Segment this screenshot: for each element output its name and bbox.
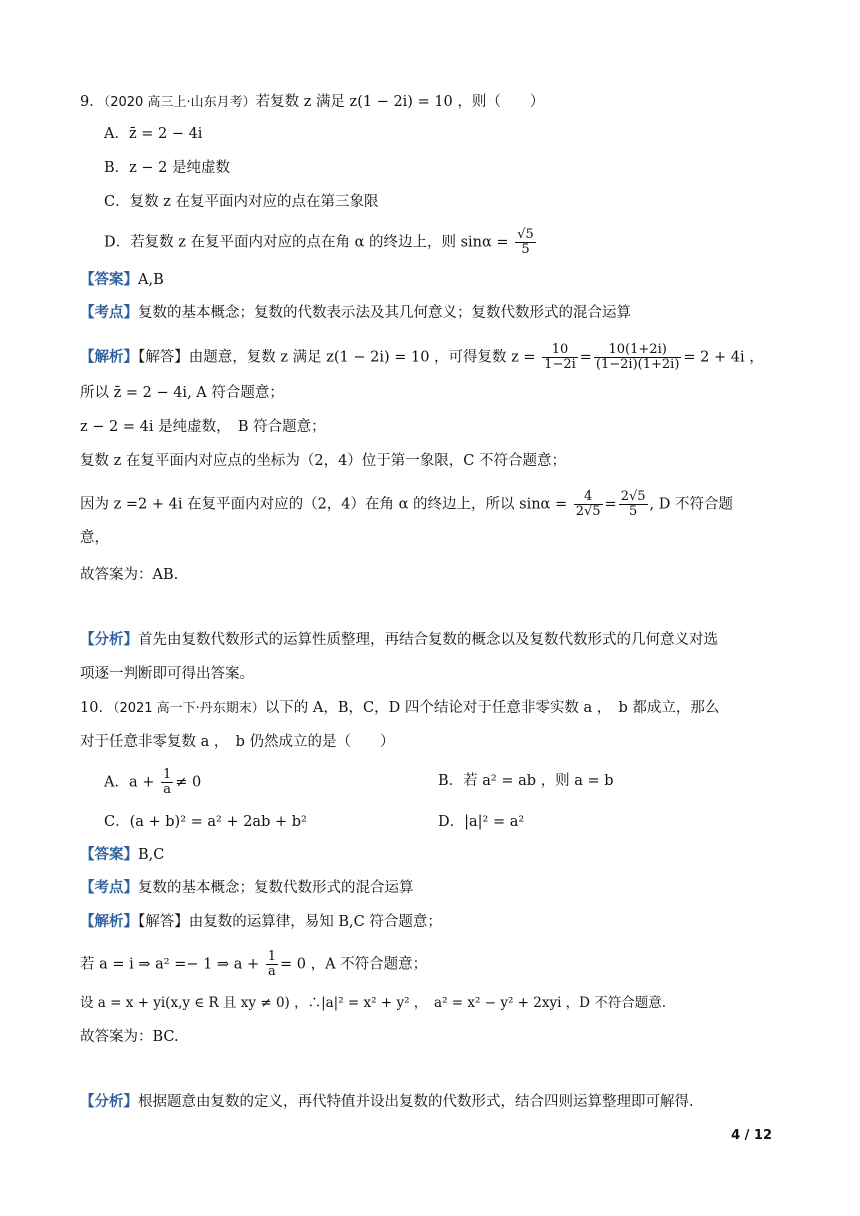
q9-stem-line — [80, 92, 544, 113]
numerator: 1 — [162, 767, 172, 782]
numerator: 2√5 — [620, 489, 646, 504]
q9-analysis-line-3: z − 2 = 4i 是纯虚数， B 符合题意； — [80, 419, 326, 435]
q9-option-d-fraction — [515, 228, 536, 257]
q10-answer — [80, 845, 164, 865]
analysis-text: 因为 z =2 + 4i 在复平面内对应的（2，4）在角 α 的终边上，所以 sinα = — [80, 496, 568, 513]
fraction — [619, 490, 648, 519]
denominator: 1−2i — [544, 357, 576, 372]
q9-option-c: C．复数 z 在复平面内对应的点在第三象限 — [104, 194, 379, 210]
q10-knowledge-point — [80, 878, 414, 898]
analysis-text: = 2 + 4i ， — [683, 349, 764, 366]
fraction — [266, 950, 278, 979]
q9-analysis-line-4: 复数 z 在复平面内对应点的坐标为（2，4）位于第一象限，C 不符合题意； — [80, 453, 567, 469]
numerator: 1 — [267, 949, 276, 964]
q9-source: （2020 高三上·山东月考） — [103, 95, 256, 110]
analysis-text: , D 不符合题 — [649, 496, 733, 513]
point-tag: 【考点】 — [80, 304, 138, 321]
q10-stem: 以下的 A，B，C，D 四个结论对于任意非零实数 a ， b 都成立，那么 — [264, 700, 720, 716]
q9-analysis-line-2: 所以 z̄ = 2 − 4i, A 符合题意； — [80, 385, 284, 401]
fraction — [542, 343, 578, 372]
q10-stem-line-2: 对于任意非零复数 a ， b 仍然成立的是（ ） — [80, 734, 395, 750]
denominator: 2√5 — [575, 504, 601, 519]
numerator: 4 — [574, 490, 603, 505]
q10-analysis-line-4: 故答案为：BC. — [80, 1029, 179, 1045]
analysis-text: 由题意，复数 z 满足 z(1 − 2i) = 10 ，可得复数 z = — [188, 349, 536, 366]
q10-option-a — [104, 768, 201, 797]
denominator: 5 — [628, 504, 638, 519]
fraction — [161, 768, 173, 797]
q10-number: 10． — [80, 700, 113, 716]
numerator: √5 — [517, 227, 534, 242]
q9-commentary-line-2: 项逐一判断即可得出答案。 — [80, 666, 254, 682]
q10-analysis-line-2 — [80, 950, 427, 979]
q10-stem-line-1 — [80, 698, 719, 719]
q10-option-b: B．若 a² = ab ，则 a = b — [438, 773, 614, 789]
equals: = — [579, 349, 592, 366]
point-text: 复数的基本概念；复数代数形式的混合运算 — [138, 880, 414, 896]
denominator: a — [163, 782, 171, 797]
q9-stem: 若复数 z 满足 z(1 − 2i) = 10 ，则（ ） — [255, 94, 545, 110]
equals: = — [604, 496, 617, 513]
q9-analysis-line-6: 意， — [80, 530, 109, 546]
analysis-tag: 【解析】 — [80, 348, 138, 366]
page-number: 4 / 12 — [731, 1128, 772, 1143]
fraction — [574, 490, 603, 519]
option-text: A．a + — [104, 774, 155, 791]
q9-analysis-line-5 — [80, 490, 733, 519]
fraction — [594, 343, 681, 372]
point-tag: 【考点】 — [80, 879, 138, 896]
denominator: a — [267, 964, 276, 979]
commentary-tag: 【分析】 — [80, 631, 138, 648]
numerator: 10 — [542, 343, 578, 358]
commentary-text: 首先由复数代数形式的运算性质整理，再结合复数的概念以及复数代数形式的几何意义对选 — [138, 632, 718, 648]
q9-option-d — [104, 228, 538, 257]
analysis-text: 若 a = i ⇒ a² =− 1 ⇒ a + — [80, 956, 260, 973]
q10-option-d: D．|a|² = a² — [438, 814, 525, 830]
q9-analysis-line-7: 故答案为：AB. — [80, 567, 179, 583]
q10-analysis-line-3: 设 a = x + yi(x,y ∈ R 且 xy ≠ 0) ，∴|a|² = x² + y² ， a² = x² − y² + 2xyi ，D 不符合题意. — [80, 995, 667, 1011]
answer-tag: 【答案】 — [80, 271, 138, 288]
q9-knowledge-point — [80, 303, 631, 323]
analysis-tag: 【解析】 — [80, 913, 138, 930]
numerator: 10(1+2i) — [594, 343, 681, 358]
q10-source: （2021 高一下·丹东期末） — [112, 701, 265, 716]
q9-option-b: B．z − 2 是纯虚数 — [104, 160, 230, 176]
q10-analysis-line-1 — [80, 912, 442, 932]
analysis-text: = 0 ，A 不符合题意； — [280, 956, 428, 973]
commentary-text: 根据题意由复数的定义，再代特值并设出复数的代数形式，结合四则运算整理即可解得. — [138, 1094, 694, 1110]
denominator: (1−2i)(1+2i) — [595, 357, 680, 372]
q9-analysis-line-1 — [80, 343, 764, 372]
answer-tag: 【答案】 — [80, 846, 138, 863]
option-text: ≠ 0 — [175, 774, 202, 791]
q10-commentary — [80, 1092, 694, 1112]
answer-value: A,B — [138, 272, 164, 288]
analysis-text: 由复数的运算律，易知 B,C 符合题意； — [188, 914, 442, 930]
denominator: 5 — [521, 242, 530, 257]
q10-option-c: C．(a + b)² = a² + 2ab + b² — [104, 814, 307, 830]
q9-number: 9． — [80, 94, 104, 110]
solve-tag: 【解答】 — [138, 349, 189, 366]
q9-option-a: A．z̄ = 2 − 4i — [104, 126, 203, 142]
q9-commentary-line-1 — [80, 630, 718, 650]
commentary-tag: 【分析】 — [80, 1093, 138, 1110]
answer-value: B,C — [138, 847, 165, 863]
solve-tag: 【解答】 — [138, 914, 189, 930]
q9-option-d-text: D．若复数 z 在复平面内对应的点在角 α 的终边上，则 sinα = — [104, 234, 509, 251]
point-text: 复数的基本概念；复数的代数表示法及其几何意义；复数代数形式的混合运算 — [138, 305, 631, 321]
q9-answer — [80, 270, 164, 290]
